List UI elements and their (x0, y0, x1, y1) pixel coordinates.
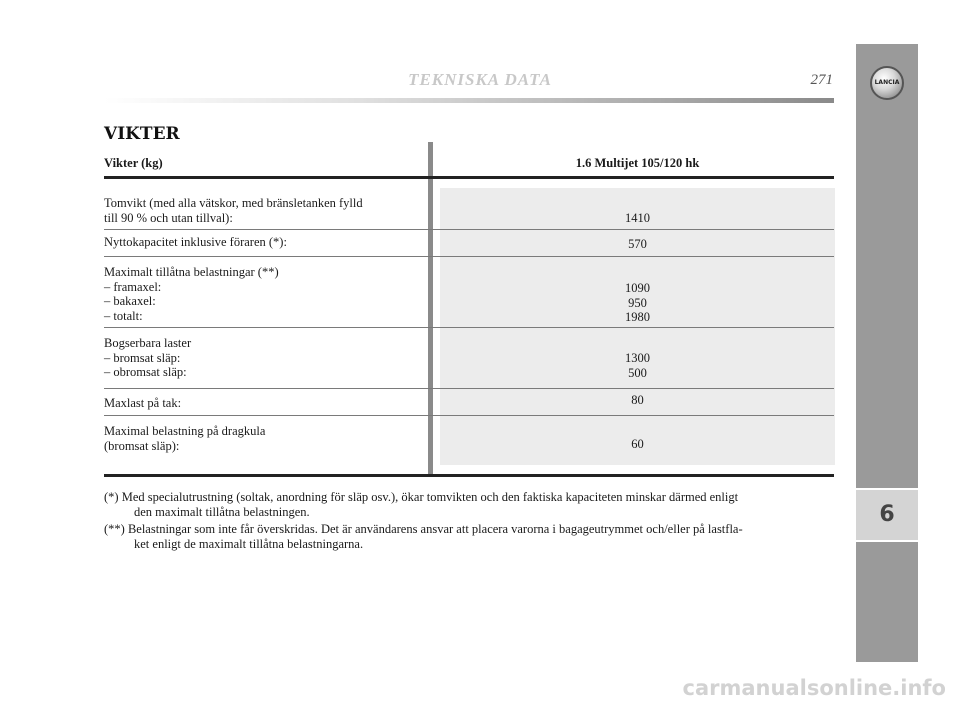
watermark: carmanualsonline.info (682, 676, 946, 700)
footnote-2 (104, 522, 834, 552)
page-number: 271 (810, 72, 833, 88)
row-value-curb-weight: 1410 (625, 211, 650, 225)
row-divider (104, 388, 834, 389)
column-header-engine: 1.6 Multijet 105/120 hk (575, 156, 700, 170)
footnote-1-text: Med specialutrustning (soltak, anordning för släp osv.), ökar tomvikten och den faktiska kapaciteten minskar därmed enligt (121, 490, 739, 504)
footnote-2-continuation: ket enligt de maximalt tillåtna belastningarna. (134, 537, 364, 551)
row-value-roof-load: 80 (631, 393, 644, 407)
footnote-1 (104, 490, 834, 520)
row-label-payload: Nyttokapacitet inklusive föraren (*): (104, 235, 287, 249)
section-title: VIKTER (104, 124, 180, 144)
table-header-rule (104, 176, 834, 179)
row-value-payload: 570 (628, 237, 647, 251)
row-divider (104, 229, 834, 230)
row-label-roof-load: Maxlast på tak: (104, 396, 182, 410)
logo-text: LANCIA (874, 79, 900, 86)
row-divider (104, 327, 834, 328)
row-label-towable-loads: Bogserbara laster – bromsat släp: – obromsat släp: (104, 336, 192, 379)
chapter-number: 6 (879, 502, 895, 527)
row-label-curb-weight: Tomvikt (med alla vätskor, med bränsletanken fylld till 90 % och utan tillval): (104, 196, 363, 225)
row-divider (104, 415, 834, 416)
header-title: TEKNISKA DATA (408, 70, 552, 89)
row-divider (104, 256, 834, 257)
row-value-max-loads: 1090 950 1980 (625, 281, 650, 324)
footnote-1-mark: (*) (104, 490, 119, 504)
header-rule (104, 98, 834, 103)
row-value-towable-loads: 1300 500 (625, 351, 650, 380)
chapter-tab[interactable] (856, 488, 918, 542)
row-label-towbar-load: Maximal belastning på dragkula (bromsat släp): (104, 424, 266, 453)
lancia-logo-icon (870, 66, 904, 100)
footnote-1-continuation: den maximalt tillåtna belastningen. (134, 505, 310, 519)
footnote-2-text: Belastningar som inte får överskridas. Det är användarens ansvar att placera varorna i bagageutrymmet och/eller på lastfla- (127, 522, 743, 536)
column-header-weights: Vikter (kg) (104, 156, 163, 170)
table-bottom-rule (104, 474, 834, 477)
row-label-max-loads: Maximalt tillåtna belastningar (**) – framaxel: – bakaxel: – totalt: (104, 265, 279, 323)
footnote-2-mark: (**) (104, 522, 125, 536)
column-divider (428, 142, 433, 476)
chapter-sidebar (856, 44, 918, 662)
row-value-towbar-load: 60 (631, 437, 644, 451)
